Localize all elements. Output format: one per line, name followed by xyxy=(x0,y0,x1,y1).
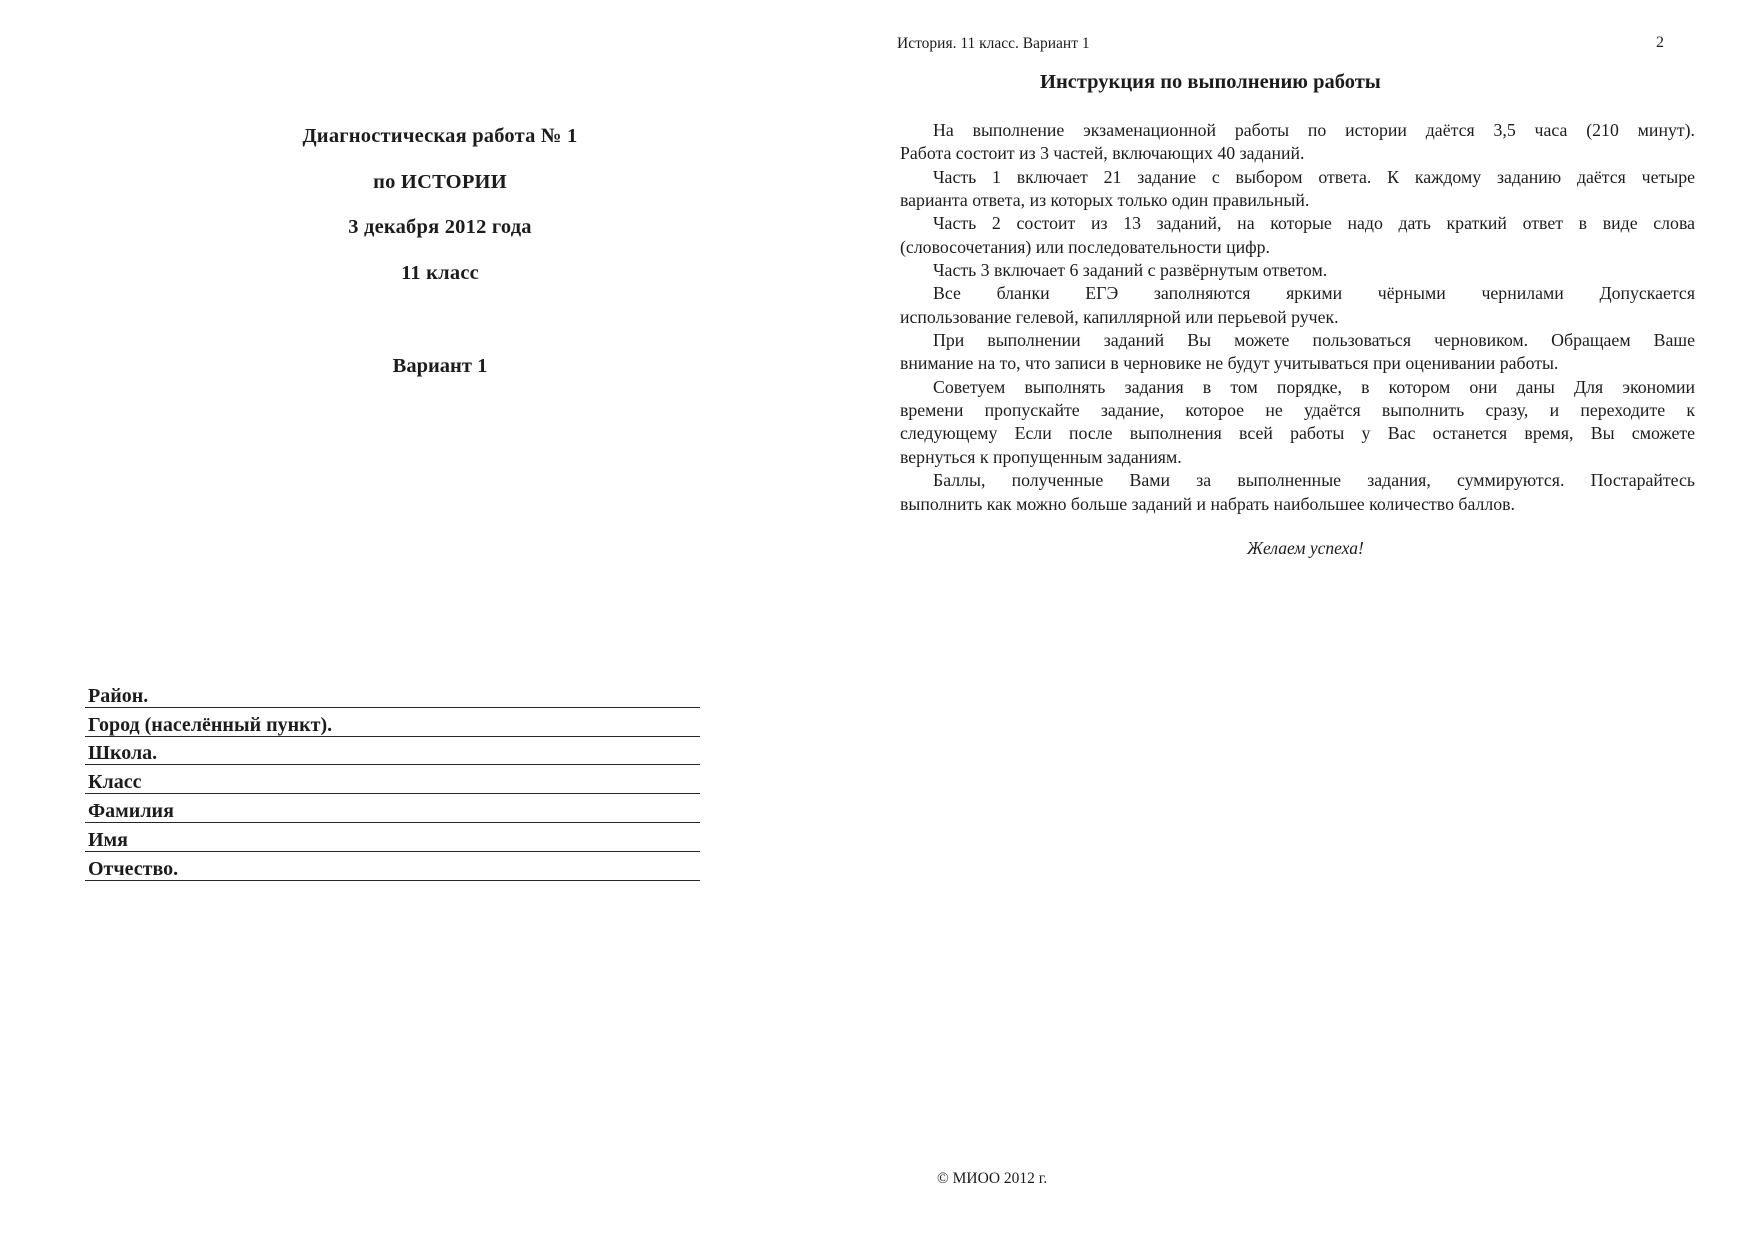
instruction-line: Работа состоит из 3 частей, включающих 40 заданий. xyxy=(900,143,1305,164)
instruction-line: использование гелевой, капиллярной или перьевой ручек. xyxy=(900,306,1339,327)
instruction-line: Часть 3 включает 6 заданий с развёрнутым ответом. xyxy=(933,260,1328,281)
instructions-body xyxy=(900,119,1695,516)
form-field-row xyxy=(85,737,700,766)
exam-title-block xyxy=(240,114,640,296)
form-field-row xyxy=(85,679,700,708)
instruction-line: времени пропускайте задание, которое не удаётся выполнить сразу, и переходите к xyxy=(900,400,1695,421)
form-field-label: Школа. xyxy=(88,742,158,765)
instruction-line: Часть 1 включает 21 задание с выбором ответа. К каждому заданию даётся четыре xyxy=(933,166,1695,187)
instruction-line: внимание на то, что записи в черновике не будут учитываться при оценивании работы. xyxy=(900,353,1559,374)
form-field-label: Имя xyxy=(88,828,128,851)
form-field-row xyxy=(85,708,700,737)
exam-title-line: 3 декабря 2012 года xyxy=(348,216,532,238)
copyright-footer: © МИОО 2012 г. xyxy=(937,1170,1048,1187)
form-field-row xyxy=(85,765,700,794)
instruction-line: Советуем выполнять задания в том порядке, в котором они даны Для экономии xyxy=(933,376,1695,397)
instructions-title: Инструкция по выполнению работы xyxy=(1040,71,1381,93)
instruction-line: При выполнении заданий Вы можете пользоваться черновиком. Обращаем Ваше xyxy=(933,330,1695,351)
instruction-line: Часть 2 состоит из 13 заданий, на которые надо дать краткий ответ в виде слова xyxy=(933,213,1695,234)
form-field-row xyxy=(85,852,700,881)
form-field-label: Класс xyxy=(88,771,142,794)
closing-wish: Желаем успеха! xyxy=(1247,538,1364,558)
instruction-line: (словосочетания) или последовательности цифр. xyxy=(900,236,1270,257)
form-field-label: Район. xyxy=(88,684,149,707)
instruction-line: следующему Если после выполнения всей работы у Вас останется время, Вы сможете xyxy=(900,423,1695,444)
form-field-label: Фамилия xyxy=(88,799,174,822)
variant-label: Вариант 1 xyxy=(392,355,488,377)
page-number: 2 xyxy=(1656,34,1664,51)
form-field-label: Город (населённый пункт). xyxy=(88,713,333,736)
registration-form xyxy=(85,679,700,881)
running-title: История. 11 класс. Вариант 1 xyxy=(897,35,1090,52)
exam-title-line: Диагностическая работа № 1 xyxy=(302,125,578,147)
exam-title-line: 11 класс xyxy=(401,261,479,284)
form-field-row xyxy=(85,823,700,852)
instruction-line: выполнить как можно больше заданий и набрать наибольшее количество баллов. xyxy=(900,493,1515,514)
form-field-label: Отчество. xyxy=(88,857,179,880)
instruction-line: вернуться к пропущенным заданиям. xyxy=(900,446,1182,467)
instruction-line: Баллы, полученные Вами за выполненные задания, суммируются. Постарайтесь xyxy=(933,470,1695,491)
form-field-row xyxy=(85,794,700,823)
exam-title-line: по ИСТОРИИ xyxy=(373,170,507,193)
instruction-line: На выполнение экзаменационной работы по истории даётся 3,5 часа (210 минут). xyxy=(933,120,1695,140)
instruction-line: варианта ответа, из которых только один правильный. xyxy=(900,190,1310,211)
instruction-line: Все бланки ЕГЭ заполняются яркими чёрными чернилами Допускается xyxy=(933,283,1695,304)
